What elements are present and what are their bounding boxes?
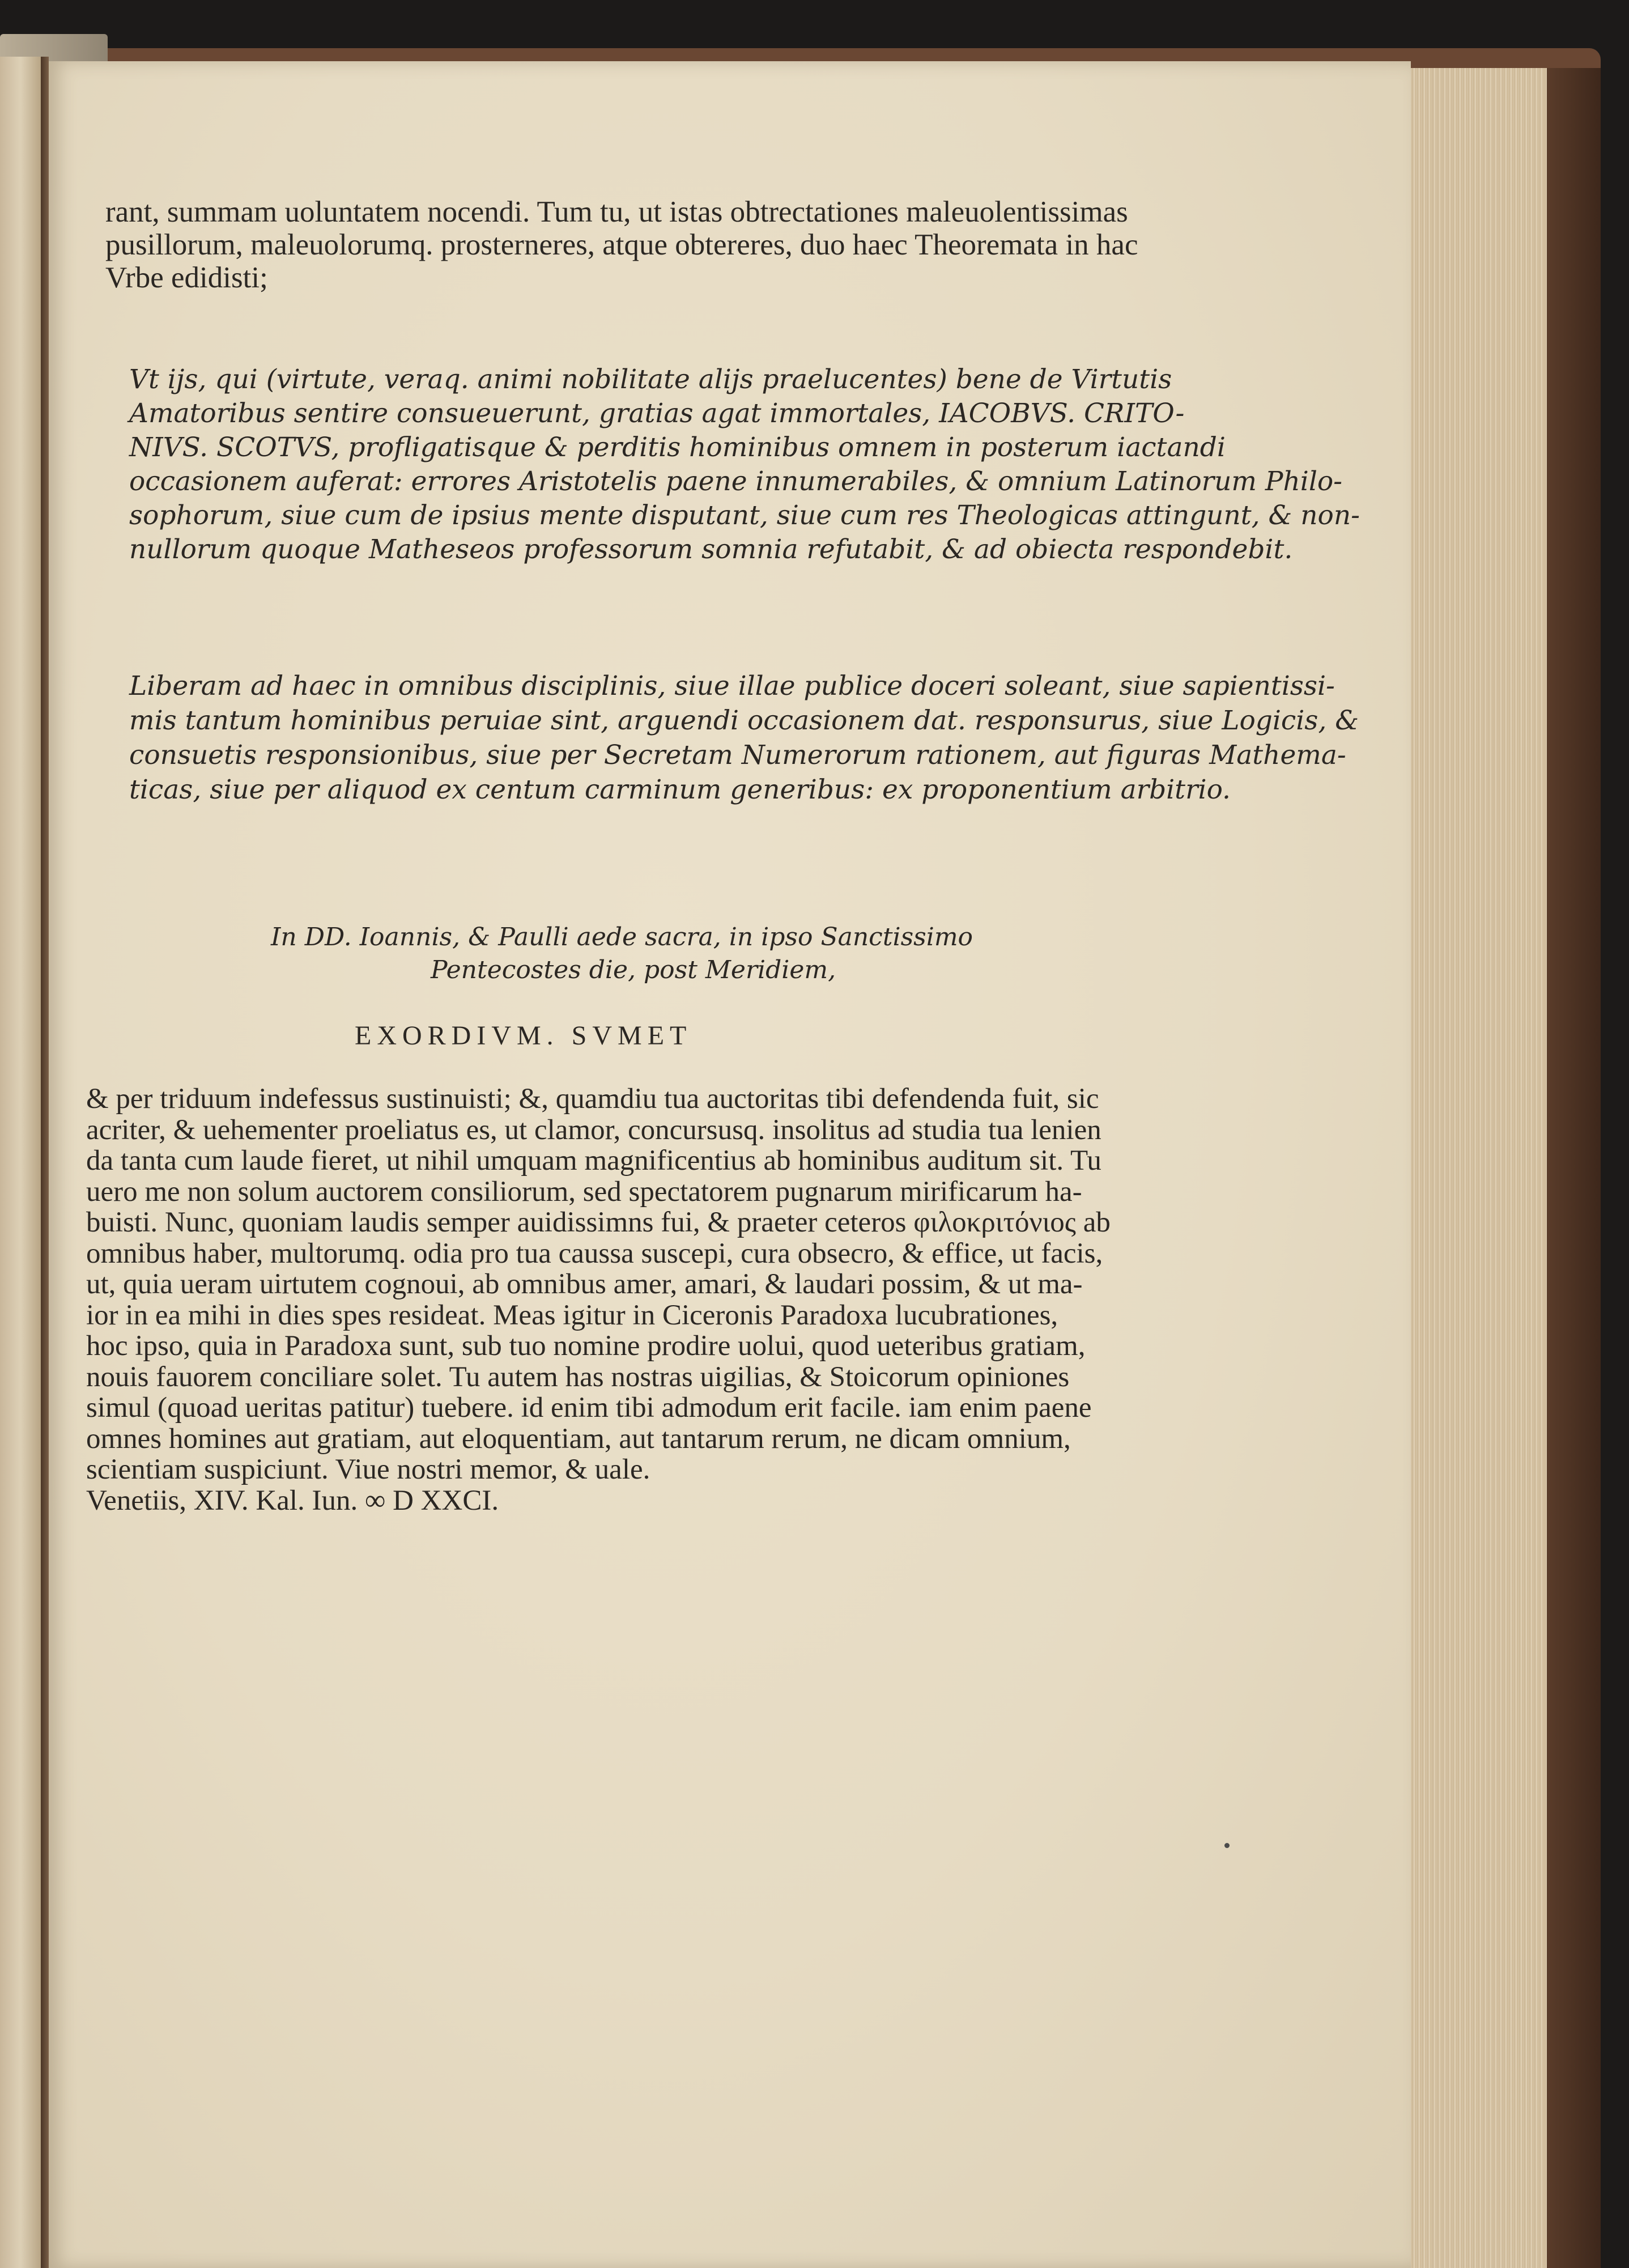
ink-spot	[1224, 1843, 1230, 1848]
text-line: In DD. Ioannis, & Paulli aede sacra, in ipso Sanctissimo	[271, 923, 973, 952]
text-line: acriter, & uehementer proeliatus es, ut clamor, concursusq. insolitus ad studia tua lenien	[86, 1114, 1101, 1146]
text-line: ut, quia ueram uirtutem cognoui, ab omnibus amer, amari, & laudari possim, & ut ma-	[86, 1268, 1083, 1300]
text-line: nouis fauorem conciliare solet. Tu autem has nostras uigilias, & Stoicorum opiniones	[86, 1361, 1070, 1393]
text-line: & per triduum indefessus sustinuisti; &, quamdiu tua auctoritas tibi defendenda fuit, sic	[86, 1083, 1099, 1115]
text-line: da tanta cum laude fieret, ut nihil umquam magnificentius ab hominibus auditum sit. Tu	[86, 1145, 1101, 1177]
text-line: ticas, siue per aliquod ex centum carminum generibus: ex proponentium arbitrio.	[129, 774, 1231, 805]
text-line: scientiam suspiciunt. Viue nostri memor, & uale.	[86, 1454, 650, 1485]
fore-edge	[1411, 68, 1547, 2268]
date-line: Venetiis, XIV. Kal. Iun. ∞ D XXCI.	[86, 1484, 499, 1517]
cover-edge	[1547, 68, 1601, 2268]
text-line: nullorum quoque Matheseos professorum somnia refutabit, & ad obiecta respondebit.	[129, 534, 1293, 565]
text-line: omnibus haber, multorumq. odia pro tua caussa suscepi, cura obsecro, & effice, ut facis,	[86, 1237, 1103, 1269]
text-line: Vt ijs, qui (virtute, veraq. animi nobilitate alijs praelucentes) bene de Virtutis	[129, 364, 1172, 395]
exordium-heading: EXORDIVM. SVMET	[355, 1021, 692, 1051]
theorem-paragraph	[129, 363, 1360, 567]
left-page-edge	[0, 57, 41, 2268]
gutter-shadow	[41, 57, 49, 2268]
liberam-paragraph	[129, 669, 1359, 807]
text-line: buisti. Nunc, quoniam laudis semper auidissimns fui, & praeter ceteros φιλοκριτόνιος ab	[86, 1207, 1111, 1238]
text-line: NIVS. SCOTVS, profligatisque & perditis hominibus omnem in posterum iactandi	[129, 432, 1226, 463]
text-line: Pentecostes die, post Meridiem,	[431, 955, 836, 984]
text-line: Liberam ad haec in omnibus disciplinis, siue illae publice doceri soleant, siue sapientissi-	[129, 670, 1335, 702]
text-line: sophorum, siue cum de ipsius mente disputant, siue cum res Theologicas attingunt, & non-	[129, 500, 1360, 531]
text-line: consuetis responsionibus, siue per Secretam Numerorum rationem, aut figuras Mathema-	[129, 740, 1346, 771]
text-line: mis tantum hominibus peruiae sint, arguendi occasionem dat. responsurus, siue Logicis, &	[129, 705, 1359, 736]
text-line: rant, summam uoluntatem nocendi. Tum tu, ut istas obtrectationes maleuolentissimas	[105, 196, 1128, 228]
text-line: hoc ipso, quia in Paradoxa sunt, sub tuo nomine prodire uolui, quod ueteribus gratiam,	[86, 1330, 1086, 1362]
text-line: pusillorum, maleuolorumq. prosterneres, atque obtereres, duo haec Theoremata in hac	[105, 228, 1138, 261]
location-note	[271, 921, 973, 987]
text-line: occasionem auferat: errores Aristotelis paene innumerabiles, & omnium Latinorum Philo-	[129, 466, 1343, 497]
text-line: Vrbe edidisti;	[105, 261, 268, 294]
text-line: uero me non solum auctorem consiliorum, sed spectatorem pugnarum mirificarum ha-	[86, 1175, 1082, 1208]
text-line: Amatoribus sentire consueuerunt, gratias agat immortales, IACOBVS. CRITO-	[129, 398, 1185, 429]
letter-paragraph	[86, 1084, 1111, 1516]
text-line: omnes homines aut gratiam, aut eloquentiam, aut tantarum rerum, ne dicam omnium,	[86, 1422, 1071, 1455]
text-line: simul (quoad ueritas patitur) tuebere. id enim tibi admodum erit facile. iam enim paene	[86, 1392, 1092, 1424]
top-paragraph	[105, 196, 1138, 294]
text-line: ior in ea mihi in dies spes resideat. Meas igitur in Ciceronis Paradoxa lucubrationes,	[86, 1299, 1058, 1331]
